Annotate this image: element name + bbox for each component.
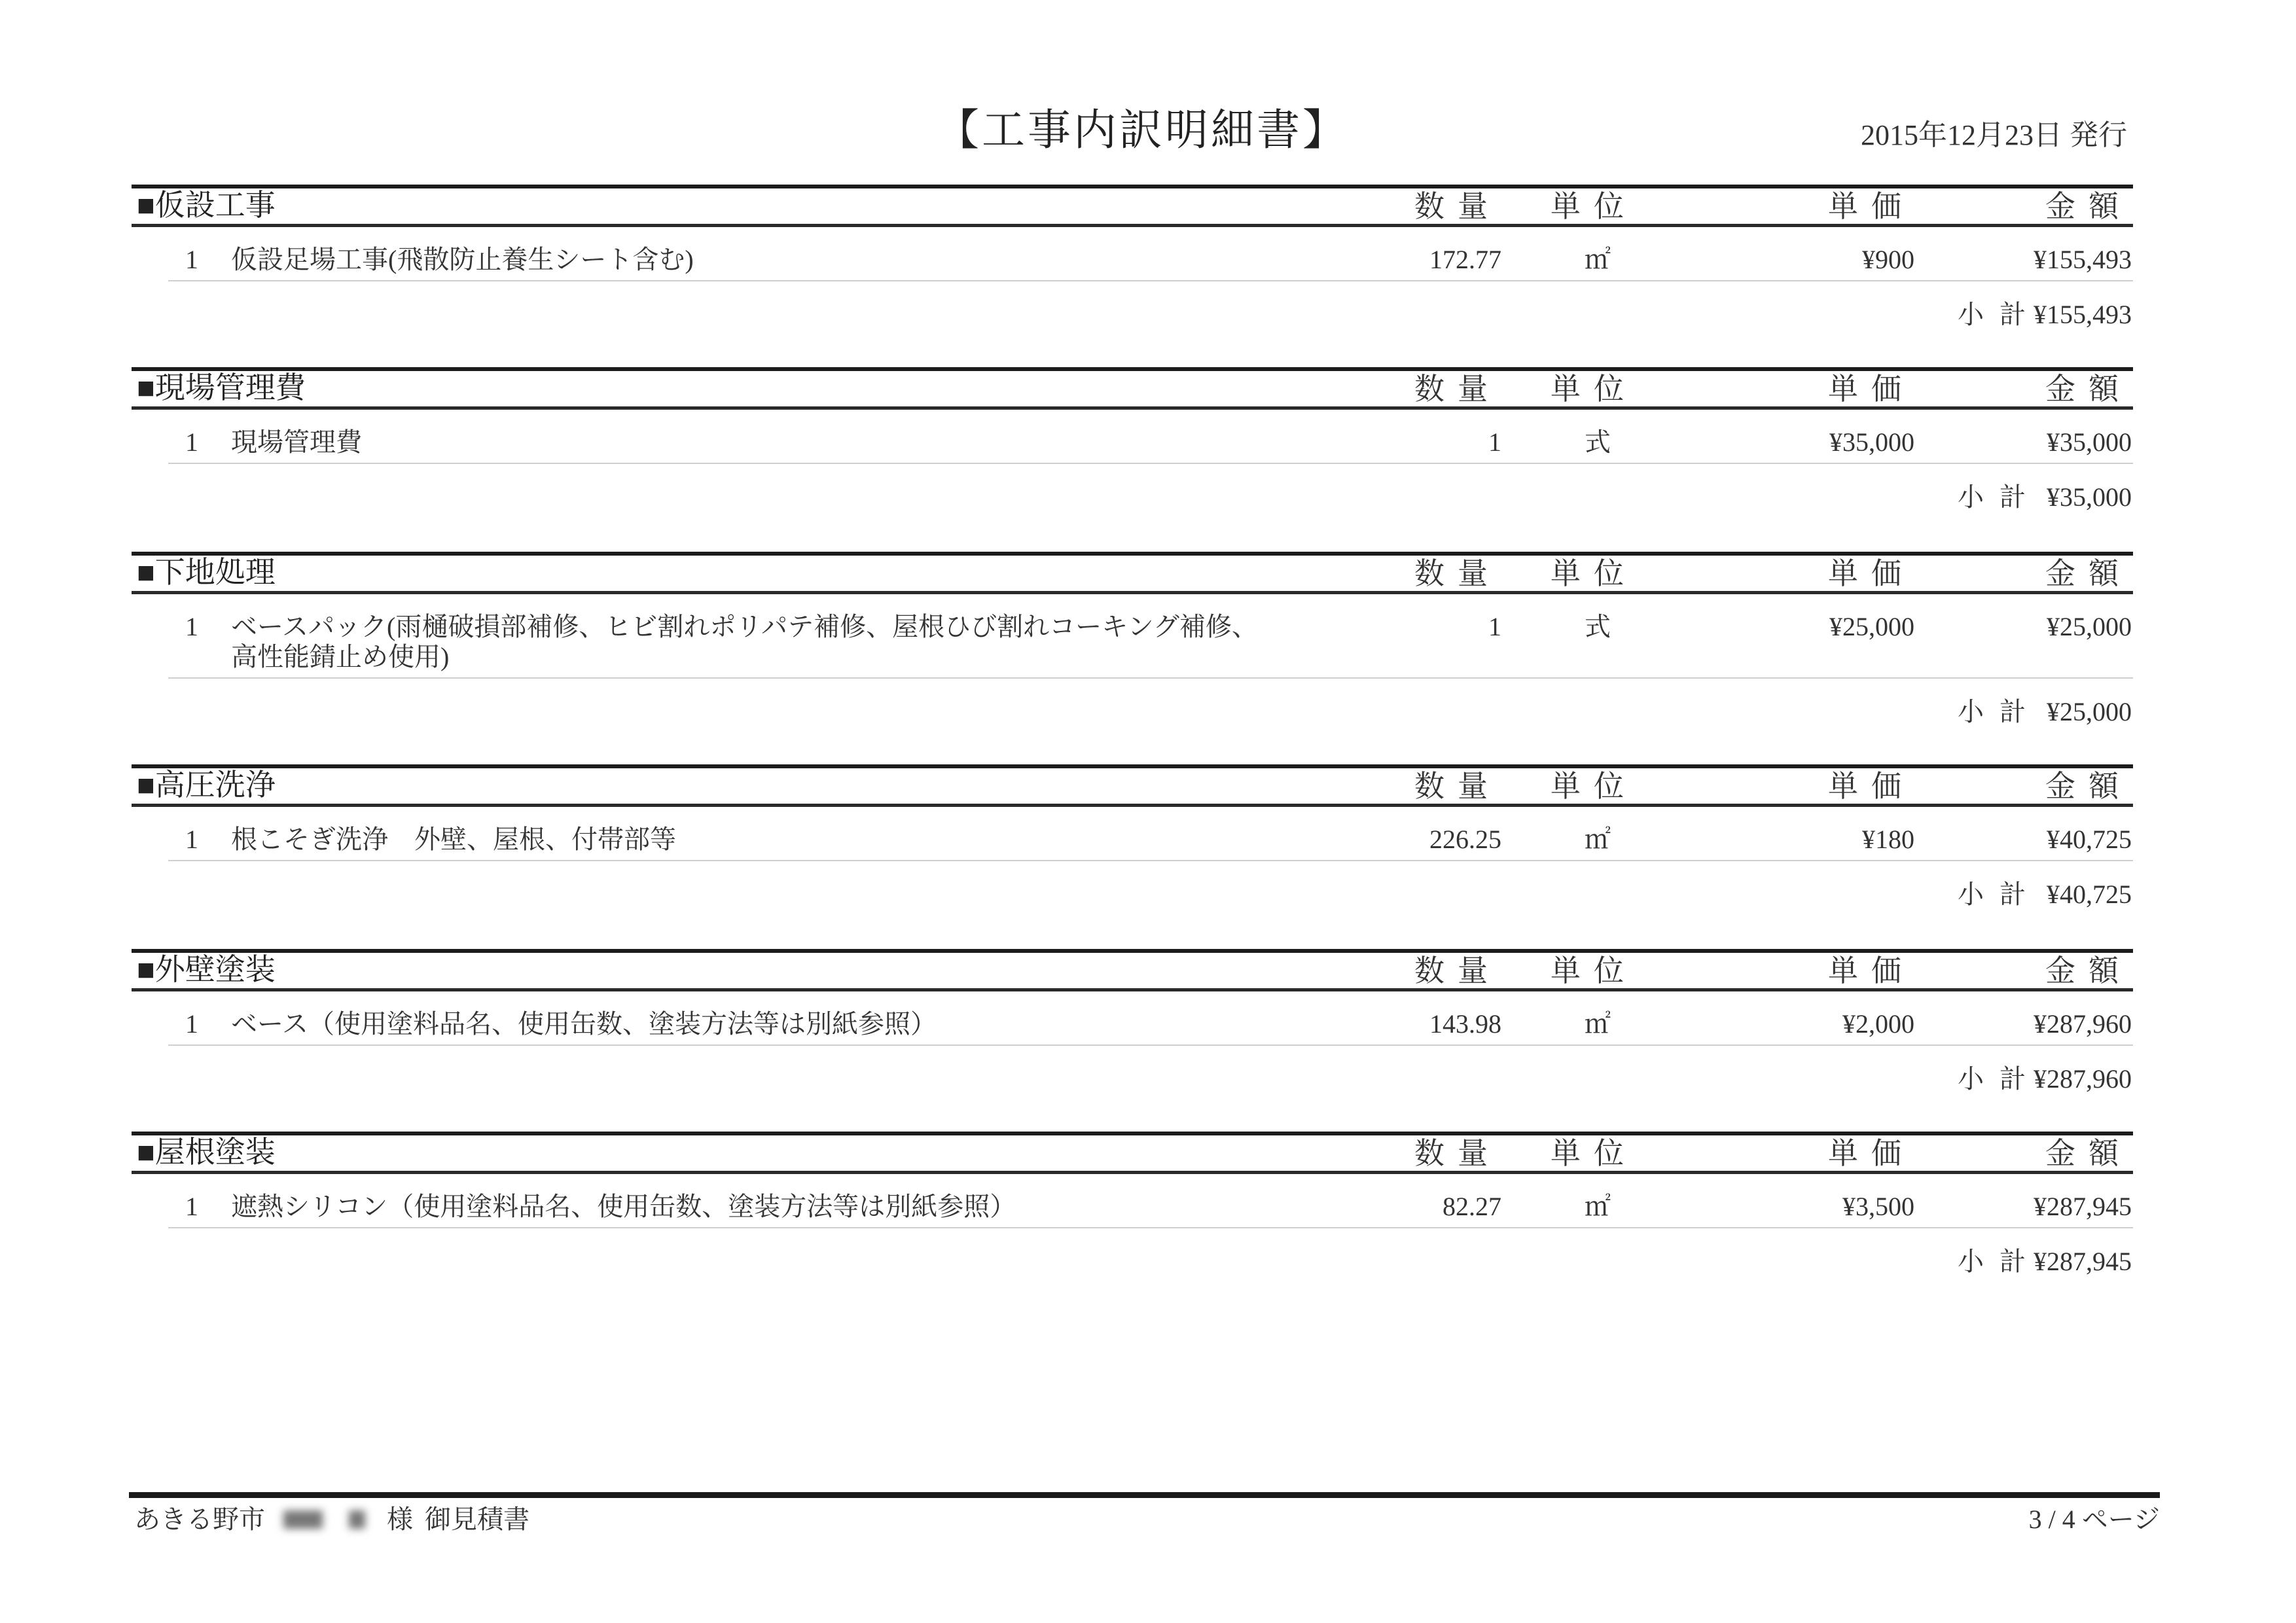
- footer-divider: [129, 1492, 2160, 1498]
- footer-doc-type: 御見積書: [425, 1505, 529, 1534]
- column-header-price: 単価: [1828, 954, 1914, 988]
- item-amount: ¥287,945: [2034, 1192, 2132, 1221]
- column-header-unit: 単位: [1551, 557, 1637, 590]
- subtotal-amount: ¥35,000: [2047, 482, 2132, 512]
- item-amount: ¥287,960: [2034, 1009, 2132, 1039]
- item-number: 1: [185, 825, 198, 854]
- section-top-rule: [132, 764, 2133, 768]
- item-description: ベース（使用塗料品名、使用缶数、塗装方法等は別紙参照）: [231, 1009, 937, 1039]
- item-unit: ㎡: [1585, 1009, 1611, 1039]
- item-unit: 式: [1585, 427, 1611, 457]
- subtotal-label: 小計: [1958, 300, 2041, 329]
- item-unit-price: ¥180: [1862, 825, 1914, 854]
- item-description: ベースパック(雨樋破損部補修、ヒビ割れポリパテ補修、屋根ひび割れコーキング補修、: [231, 612, 1258, 641]
- subtotal-amount: ¥40,725: [2047, 880, 2132, 909]
- subtotal-amount: ¥25,000: [2047, 697, 2132, 726]
- item-unit: ㎡: [1585, 245, 1611, 274]
- section-top-rule: [132, 367, 2133, 371]
- column-header-unit: 単位: [1551, 954, 1637, 988]
- section: [132, 185, 2133, 355]
- item-unit: ㎡: [1585, 825, 1611, 854]
- item-amount: ¥35,000: [2047, 427, 2132, 457]
- item-quantity: 226.25: [1429, 825, 1501, 854]
- column-header-price: 単価: [1828, 557, 1914, 590]
- section-header-rule: [132, 224, 2133, 227]
- item-description-continued: 高性能錆止め使用): [231, 642, 450, 671]
- item-quantity: 1: [1488, 612, 1501, 641]
- section: [132, 949, 2133, 1119]
- item-unit-price: ¥3,500: [1842, 1192, 1914, 1221]
- section: [132, 367, 2133, 537]
- section-title: ■現場管理費: [137, 371, 306, 404]
- column-header-amount: 金額: [2045, 557, 2132, 590]
- subtotal-label: 小計: [1958, 1064, 2041, 1094]
- column-header-unit: 単位: [1551, 770, 1637, 803]
- item-quantity: 1: [1488, 427, 1501, 457]
- column-header-qty: 数量: [1414, 557, 1501, 590]
- column-header-qty: 数量: [1414, 770, 1501, 803]
- column-header-unit: 単位: [1551, 372, 1637, 406]
- row-divider: [168, 1044, 2133, 1046]
- item-unit-price: ¥2,000: [1842, 1009, 1914, 1039]
- item-unit-price: ¥35,000: [1829, 427, 1914, 457]
- page-title: 【工事内訳明細書】: [936, 107, 1348, 154]
- page-number: 3 / 4 ページ: [2028, 1505, 2160, 1534]
- section-title: ■下地処理: [137, 556, 276, 589]
- column-header-amount: 金額: [2045, 190, 2132, 223]
- column-header-price: 単価: [1828, 1137, 1914, 1170]
- section: [132, 764, 2133, 935]
- item-number: 1: [185, 1009, 198, 1039]
- column-header-qty: 数量: [1414, 1137, 1501, 1170]
- section: [132, 1132, 2133, 1302]
- item-description: 仮設足場工事(飛散防止養生シート含む): [231, 245, 694, 274]
- subtotal-label: 小計: [1958, 482, 2041, 512]
- section-header-rule: [132, 1171, 2133, 1174]
- item-amount: ¥25,000: [2047, 612, 2132, 641]
- item-description: 現場管理費: [231, 427, 362, 457]
- section-header-rule: [132, 406, 2133, 410]
- section-title: ■仮設工事: [137, 188, 276, 222]
- section-header-rule: [132, 591, 2133, 594]
- column-header-amount: 金額: [2045, 1137, 2132, 1170]
- footer-honorific: 様: [387, 1505, 413, 1534]
- section-top-rule: [132, 949, 2133, 953]
- subtotal-label: 小計: [1958, 880, 2041, 909]
- row-divider: [168, 463, 2133, 464]
- column-header-amount: 金額: [2045, 954, 2132, 988]
- item-amount: ¥155,493: [2034, 245, 2132, 274]
- row-divider: [168, 860, 2133, 861]
- item-amount: ¥40,725: [2047, 825, 2132, 854]
- section-header-rule: [132, 804, 2133, 807]
- section-title: ■屋根塗装: [137, 1135, 276, 1169]
- footer-city: あきる野市: [134, 1505, 265, 1534]
- footer-customer: [134, 1504, 529, 1535]
- section-top-rule: [132, 185, 2133, 188]
- column-header-qty: 数量: [1414, 954, 1501, 988]
- subtotal-amount: ¥287,960: [2034, 1064, 2132, 1094]
- column-header-qty: 数量: [1414, 372, 1501, 406]
- subtotal-amount: ¥155,493: [2034, 300, 2132, 329]
- column-header-price: 単価: [1828, 372, 1914, 406]
- item-unit: 式: [1585, 612, 1611, 641]
- section: [132, 552, 2133, 726]
- item-description: 根こそぎ洗浄 外壁、屋根、付帯部等: [231, 825, 676, 854]
- item-description: 遮熱シリコン（使用塗料品名、使用缶数、塗装方法等は別紙参照）: [231, 1192, 1016, 1221]
- item-unit: ㎡: [1585, 1192, 1611, 1221]
- item-unit-price: ¥25,000: [1829, 612, 1914, 641]
- item-number: 1: [185, 612, 198, 641]
- item-unit-price: ¥900: [1862, 245, 1914, 274]
- redacted-name: [277, 1507, 375, 1533]
- column-header-price: 単価: [1828, 190, 1914, 223]
- column-header-qty: 数量: [1414, 190, 1501, 223]
- row-divider: [168, 1227, 2133, 1228]
- column-header-unit: 単位: [1551, 1137, 1637, 1170]
- section-top-rule: [132, 552, 2133, 556]
- issue-date: 2015年12月23日 発行: [1861, 119, 2127, 151]
- subtotal-label: 小計: [1958, 1247, 2041, 1276]
- column-header-amount: 金額: [2045, 770, 2132, 803]
- item-number: 1: [185, 1192, 198, 1221]
- item-number: 1: [185, 245, 198, 274]
- section-header-rule: [132, 988, 2133, 991]
- item-quantity: 172.77: [1429, 245, 1501, 274]
- column-header-unit: 単位: [1551, 190, 1637, 223]
- item-number: 1: [185, 427, 198, 457]
- section-top-rule: [132, 1132, 2133, 1135]
- row-divider: [168, 280, 2133, 281]
- subtotal-amount: ¥287,945: [2034, 1247, 2132, 1276]
- section-title: ■高圧洗浄: [137, 768, 276, 802]
- item-quantity: 143.98: [1429, 1009, 1501, 1039]
- section-title: ■外壁塗装: [137, 953, 276, 986]
- row-divider: [168, 677, 2133, 679]
- column-header-price: 単価: [1828, 770, 1914, 803]
- item-quantity: 82.27: [1443, 1192, 1501, 1221]
- subtotal-label: 小計: [1958, 697, 2041, 726]
- column-header-amount: 金額: [2045, 372, 2132, 406]
